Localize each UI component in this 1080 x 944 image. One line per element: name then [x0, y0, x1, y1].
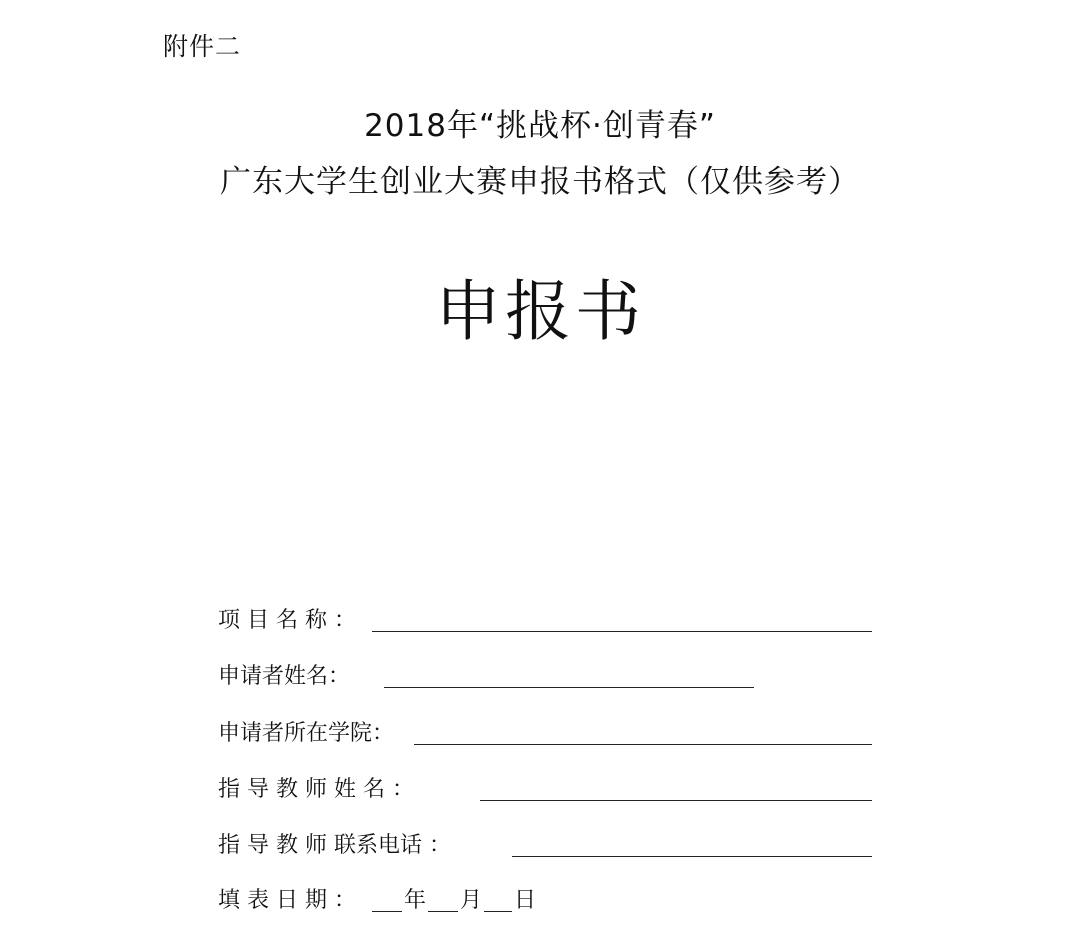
- document-title-line-1: 2018年“挑战杯·创青春”: [364, 108, 716, 144]
- fill-date-label: 填 表 日 期 ：: [218, 888, 356, 913]
- date-day-input-line[interactable]: [484, 911, 512, 912]
- applicant-name-input-line[interactable]: [384, 687, 754, 688]
- applicant-name-label: 申请者姓名：: [218, 664, 351, 689]
- document-title-line-2: 广东大学生创业大赛申报书格式（仅供参考）: [220, 164, 860, 200]
- advisor-name-input-line[interactable]: [480, 800, 872, 801]
- applicant-college-input-line[interactable]: [414, 744, 872, 745]
- advisor-phone-label: 指 导 教 师 联系电话 ：: [218, 833, 451, 858]
- project-name-field: [218, 605, 878, 637]
- applicant-college-label: 申请者所在学院：: [218, 721, 395, 746]
- advisor-name-label: 指 导 教 师 姓 名 ：: [218, 777, 414, 802]
- main-title: 申报书: [435, 273, 645, 350]
- advisor-phone-input-line[interactable]: [512, 856, 872, 857]
- date-month-label: 月: [460, 888, 483, 913]
- attachment-label: 附件二: [163, 32, 242, 61]
- applicant-name-field: [218, 661, 878, 693]
- date-year-input-line[interactable]: [372, 911, 402, 912]
- date-day-label: 日: [514, 888, 537, 913]
- advisor-name-field: [218, 774, 878, 806]
- project-name-input-line[interactable]: [372, 631, 872, 632]
- project-name-label: 项 目 名 称 ：: [218, 608, 356, 633]
- applicant-college-field: [218, 718, 878, 750]
- date-month-input-line[interactable]: [428, 911, 458, 912]
- fill-date-field: [218, 885, 878, 917]
- advisor-phone-field: [218, 830, 878, 862]
- date-year-label: 年: [404, 888, 427, 913]
